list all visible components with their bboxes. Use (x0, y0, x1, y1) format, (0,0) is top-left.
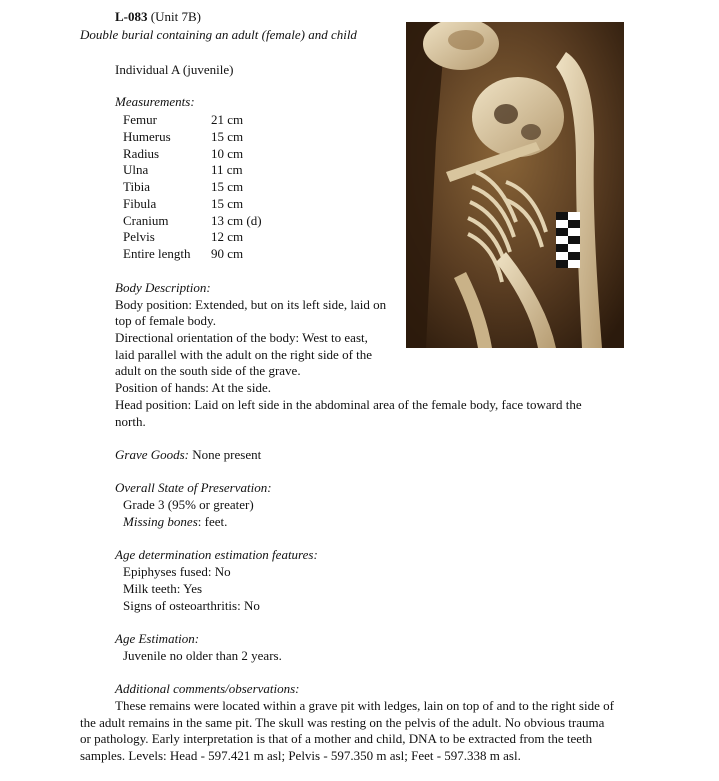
scale-bar (556, 212, 580, 268)
age-estimation-heading: Age Estimation: (115, 631, 200, 646)
body-description-heading: Body Description: (115, 280, 211, 295)
burial-photograph (406, 22, 624, 348)
preservation-grade: Grade 3 (95% or greater) (123, 497, 254, 512)
body-description-line: laid parallel with the adult on the right side of the (115, 347, 373, 362)
comments-line: These remains were located within a grave pit with ledges, lain on top of and to the right side of (115, 698, 614, 713)
measurement-label: Humerus (123, 129, 171, 144)
measurement-value: 13 cm (d) (211, 213, 262, 228)
burial-photo-graphic (406, 22, 624, 348)
body-description-line: Position of hands: At the side. (115, 380, 271, 395)
body-description-line: Directional orientation of the body: West to east, (115, 330, 368, 345)
body-description-line: adult on the south side of the grave. (115, 363, 301, 378)
body-description-line: north. (115, 414, 146, 429)
missing-bones-value: : feet. (197, 514, 228, 529)
measurement-label: Fibula (123, 196, 157, 211)
measurement-value: 15 cm (211, 129, 244, 144)
individual-label: Individual A (juvenile) (115, 62, 234, 77)
grave-goods-value: None present (189, 447, 262, 462)
orbit-shape (521, 124, 541, 140)
measurement-value: 11 cm (211, 162, 243, 177)
milk-teeth: Milk teeth: Yes (123, 581, 203, 596)
orbit-shape (494, 104, 518, 124)
body-description-line: Head position: Laid on left side in the abdominal area of the female body, face toward the (115, 397, 582, 412)
measurement-value: 21 cm (211, 112, 244, 127)
measurement-label: Entire length (123, 246, 191, 261)
measurement-value: 15 cm (211, 179, 244, 194)
comments-heading: Additional comments/observations: (115, 681, 300, 696)
body-description-line: Body position: Extended, but on its left side, laid on (115, 297, 387, 312)
preservation-heading: Overall State of Preservation: (115, 480, 272, 495)
osteoarthritis-signs: Signs of osteoarthritis: No (123, 598, 260, 613)
measurement-label: Tibia (123, 179, 150, 194)
measurements-heading: Measurements: (115, 94, 195, 109)
measurement-value: 12 cm (211, 229, 244, 244)
juvenile-skull-shape (472, 77, 564, 157)
record-heading (115, 8, 201, 25)
measurement-label: Femur (123, 112, 157, 127)
grave-goods (115, 446, 261, 463)
comments-line: or pathology. Early interpretation is that of a mother and child, DNA to be extracted from the teeth (80, 731, 593, 746)
measurement-label: Pelvis (123, 229, 155, 244)
missing-bones (123, 513, 227, 530)
measurement-label: Radius (123, 146, 160, 161)
age-estimation-value: Juvenile no older than 2 years. (123, 648, 282, 663)
record-unit: (Unit 7B) (147, 9, 201, 24)
epiphyses-fused: Epiphyses fused: No (123, 564, 231, 579)
measurement-label: Ulna (123, 162, 149, 177)
age-features-heading: Age determination estimation features: (115, 547, 318, 562)
measurement-value: 15 cm (211, 196, 244, 211)
record-subtitle: Double burial containing an adult (female) and child (80, 27, 357, 42)
comments-line: the adult remains in the same pit. The skull was resting on the pelvis of the adult. No obvious trauma (80, 715, 605, 730)
grave-goods-label: Grave Goods: (115, 447, 190, 462)
body-description-line: top of female body. (115, 313, 216, 328)
comments-line: samples. Levels: Head - 597.421 m asl; Pelvis - 597.350 m asl; Feet - 597.338 m asl. (80, 748, 521, 763)
measurement-label: Cranium (123, 213, 169, 228)
measurement-value: 90 cm (211, 246, 244, 261)
missing-bones-label: Missing bones (123, 514, 198, 529)
record-id: L-083 (115, 9, 148, 24)
skull-shadow (448, 30, 484, 50)
measurement-value: 10 cm (211, 146, 244, 161)
